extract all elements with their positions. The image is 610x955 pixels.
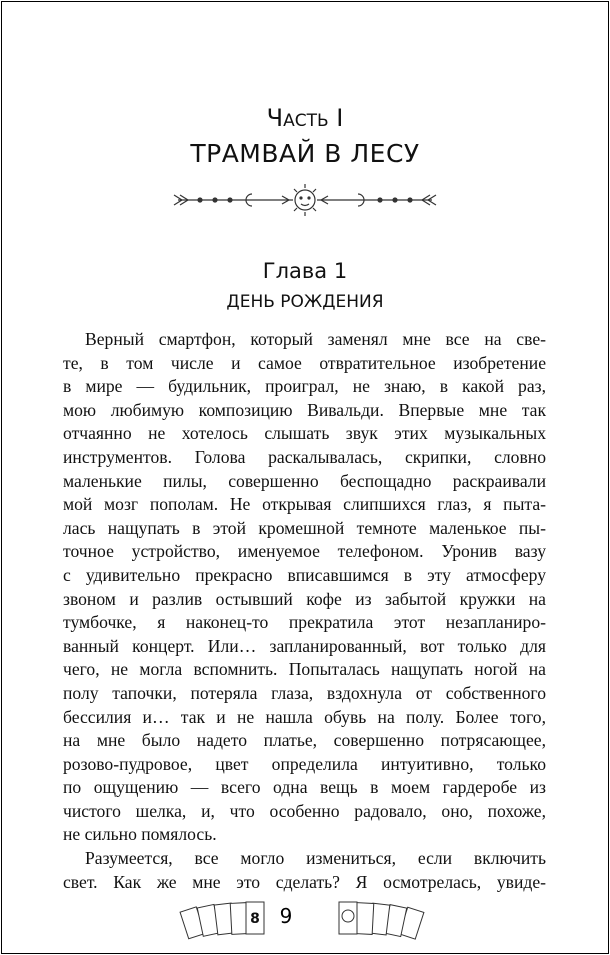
text-line: мою любимую композицию Вивальди. Впервые мне так bbox=[63, 399, 546, 420]
text-line: не сильно помялось. bbox=[63, 824, 217, 845]
text-line: инструментов. Голова раскалывалась, скрипки, словно bbox=[63, 446, 546, 467]
part-label: Часть I bbox=[266, 104, 344, 132]
text-line: свет. Как же мне это сделать? Я осмотрелась, увиде- bbox=[63, 871, 546, 892]
text-line: мой мозг пополам. Не открывая слипшихся глаз, я пыта- bbox=[63, 494, 546, 515]
text-line: точное устройство, именуемое телефоном. Уронив вазу bbox=[63, 541, 546, 562]
page-number: 9 bbox=[279, 904, 293, 928]
text-line: бессилия и… так и не нашла обувь на полу. Более того, bbox=[63, 706, 546, 727]
body-text bbox=[63, 328, 546, 894]
text-line: маленькие пилы, совершенно беспощадно раскраивали bbox=[63, 470, 546, 491]
text-line: по ощущению — всего одна вещь в моем гардеробе из bbox=[63, 777, 546, 798]
tarot-cards-right-icon bbox=[325, 900, 425, 946]
text-line: на мне было надето платье, совершенно потрясающее, bbox=[63, 730, 546, 751]
text-line: чистого шелка, и, что особенно радовало, оно, похоже, bbox=[63, 800, 546, 821]
text-line: тумбочке, я наконец-то прекратила этот незапланиро- bbox=[63, 612, 546, 633]
svg-text:8: 8 bbox=[250, 911, 260, 927]
sun-arrows-ornament-icon bbox=[170, 182, 440, 218]
text-line: в мире — будильник, проиграл, не знаю, в какой раз, bbox=[63, 376, 546, 397]
text-line: полу тапочки, потеряла глаза, вздохнула от собственного bbox=[63, 682, 546, 703]
tarot-cards-left-icon bbox=[178, 900, 278, 946]
chapter-label: Глава 1 bbox=[262, 259, 348, 283]
text-line: Разумеется, все могло измениться, если включить bbox=[85, 848, 546, 869]
text-line: лась нащупать в этой кромешной темноте маленькое пы- bbox=[63, 517, 546, 538]
text-line: с удивительно прекрасно вписавшимся в эту атмосферу bbox=[63, 564, 546, 585]
part-title: ТРАМВАЙ В ЛЕСУ bbox=[190, 139, 420, 168]
text-line: звоном и разлив остывший кофе из забытой кружки на bbox=[63, 588, 546, 609]
text-line: розово-пудровое, цвет определила интуитивно, только bbox=[63, 753, 546, 774]
text-line: чего, не могла вспомнить. Попыталась нащупать ногой на bbox=[63, 659, 546, 680]
text-line: Верный смартфон, который заменял мне все на све- bbox=[85, 329, 546, 349]
chapter-title: ДЕНЬ РОЖДЕНИЯ bbox=[226, 292, 384, 312]
text-line: отчаянно не хотелось слышать звук этих музыкальных bbox=[63, 423, 546, 444]
text-line: ванный концерт. Или… запланированный, вот только для bbox=[63, 635, 546, 656]
text-line: те, в том числе и самое отвратительное изобретение bbox=[63, 352, 546, 373]
